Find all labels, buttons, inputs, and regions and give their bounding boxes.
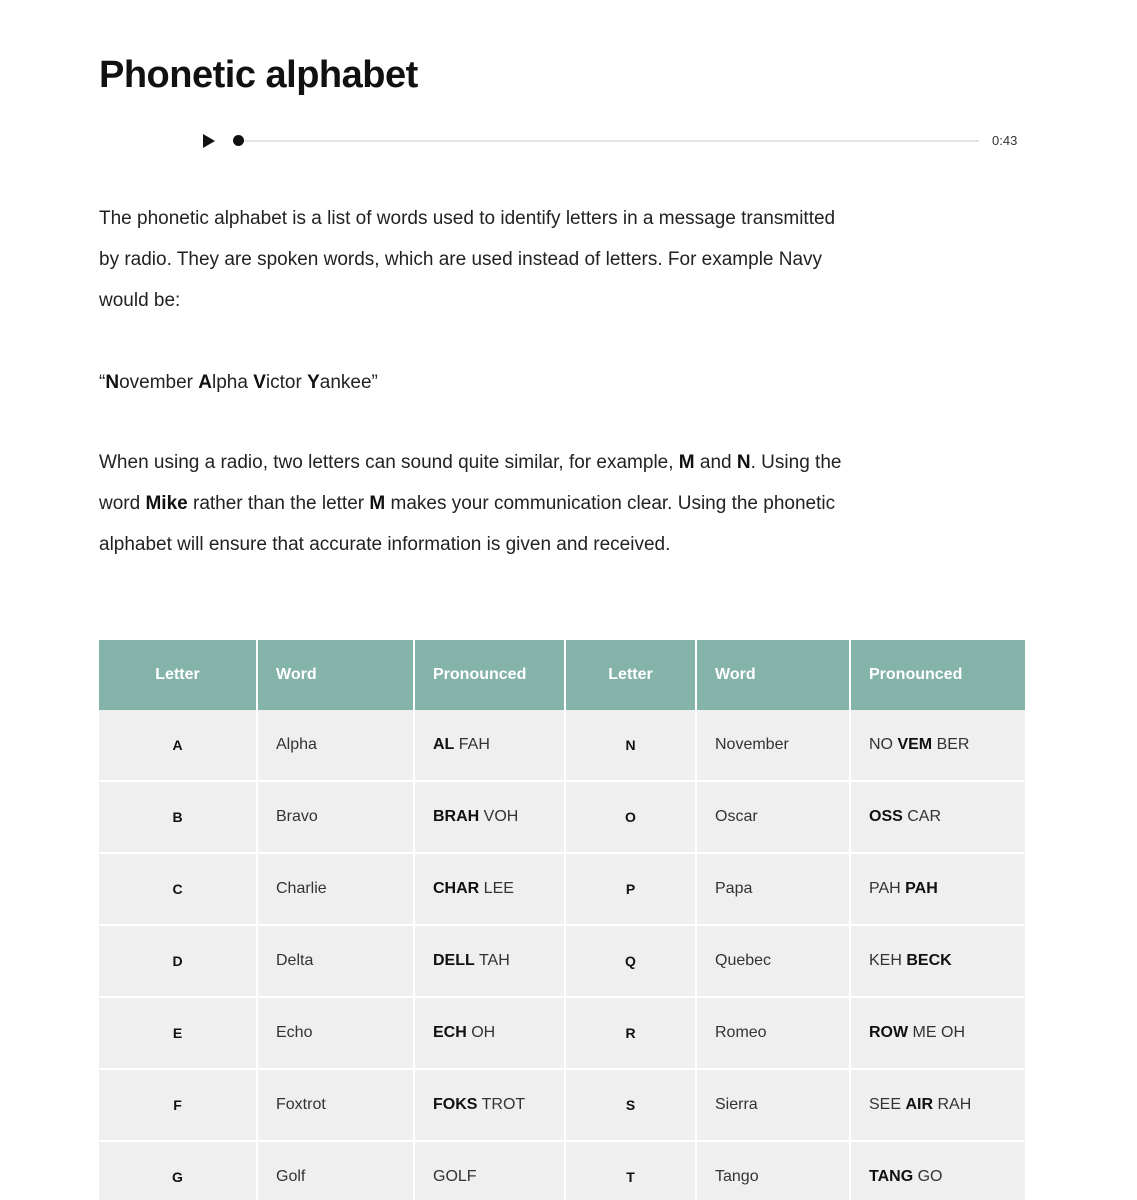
play-icon[interactable] xyxy=(203,134,215,148)
letter-cell: T xyxy=(565,1141,696,1200)
letter-cell: N xyxy=(565,710,696,781)
example-word-rest: ictor xyxy=(265,372,302,393)
explanation-text: makes your communication clear. Using the phonetic xyxy=(390,493,836,514)
explanation-bold: M xyxy=(678,452,695,473)
word-cell: Delta xyxy=(257,925,414,997)
explanation-bold: Mike xyxy=(145,493,188,514)
stressed-syllable: AL xyxy=(433,736,455,753)
column-header: Letter xyxy=(99,640,257,710)
pronounced-cell xyxy=(414,781,565,853)
letter-cell: Q xyxy=(565,925,696,997)
letter-cell: A xyxy=(99,710,257,781)
audio-player xyxy=(203,126,1033,156)
table-row xyxy=(99,853,1025,925)
syllable: ME OH xyxy=(908,1024,965,1041)
pronounced-cell xyxy=(414,710,565,781)
pronounced-cell xyxy=(414,925,565,997)
pronounced-cell xyxy=(850,853,1025,925)
stressed-syllable: ROW xyxy=(869,1024,909,1041)
intro-line-2: by radio. They are spoken words, which are used instead of letters. For example Navy xyxy=(99,249,823,270)
letter-cell: C xyxy=(99,853,257,925)
letter-cell: R xyxy=(565,997,696,1069)
syllable: SEE xyxy=(869,1096,906,1113)
syllable: KEH xyxy=(869,952,907,969)
explanation-text: and xyxy=(699,452,732,473)
table-row xyxy=(99,925,1025,997)
page-title: Phonetic alphabet xyxy=(99,54,418,96)
letter-cell: D xyxy=(99,925,257,997)
pronounced-cell xyxy=(414,1069,565,1141)
word-cell: Quebec xyxy=(696,925,850,997)
example-word-rest: lpha xyxy=(212,372,248,393)
stressed-syllable: PAH xyxy=(905,880,938,897)
example-initial: A xyxy=(198,372,212,393)
explanation-bold: N xyxy=(736,452,751,473)
column-header: Pronounced xyxy=(850,640,1025,710)
phonetic-table xyxy=(99,640,1025,1200)
word-cell: Charlie xyxy=(257,853,414,925)
intro-line-3: would be: xyxy=(99,290,181,311)
explanation-text: rather than the letter xyxy=(193,493,365,514)
word-cell: Tango xyxy=(696,1141,850,1200)
column-header: Word xyxy=(696,640,850,710)
syllable: FAH xyxy=(454,736,490,753)
column-header: Pronounced xyxy=(414,640,565,710)
example-initial: N xyxy=(105,372,120,393)
pronounced-cell xyxy=(850,997,1025,1069)
duration-label: 0:43 xyxy=(992,133,1018,148)
pronounced-cell xyxy=(850,925,1025,997)
open-quote: “ xyxy=(99,372,106,393)
intro-line-1: The phonetic alphabet is a list of words used to identify letters in a message transmitted xyxy=(99,208,836,229)
syllable: LEE xyxy=(479,880,514,897)
syllable: BER xyxy=(932,736,970,753)
word-cell: Golf xyxy=(257,1141,414,1200)
stressed-syllable: CHAR xyxy=(433,880,480,897)
stressed-syllable: AIR xyxy=(905,1096,934,1113)
intro-paragraph xyxy=(99,198,1025,321)
pronounced-cell xyxy=(850,781,1025,853)
explanation-text: . Using the xyxy=(750,452,842,473)
letter-cell: O xyxy=(565,781,696,853)
example-word-rest: ankee xyxy=(319,372,372,393)
syllable: CAR xyxy=(902,808,942,825)
word-cell: Sierra xyxy=(696,1069,850,1141)
word-cell: Romeo xyxy=(696,997,850,1069)
example-initial: Y xyxy=(307,372,320,393)
stressed-syllable: DELL xyxy=(433,952,475,969)
explanation-text: When using a radio, two letters can sound quite similar, for example, xyxy=(99,452,674,473)
syllable: VOH xyxy=(479,808,519,825)
explanation-paragraph xyxy=(99,442,1025,565)
letter-cell: E xyxy=(99,997,257,1069)
table-row xyxy=(99,781,1025,853)
pronounced-cell xyxy=(414,997,565,1069)
stressed-syllable: BRAH xyxy=(433,808,480,825)
syllable: GOLF xyxy=(433,1168,477,1185)
word-cell: Foxtrot xyxy=(257,1069,414,1141)
table-header-row xyxy=(99,640,1025,710)
table-row xyxy=(99,710,1025,781)
pronounced-cell xyxy=(850,1141,1025,1200)
close-quote: ” xyxy=(371,372,378,393)
stressed-syllable: FOKS xyxy=(433,1096,478,1113)
table-row xyxy=(99,1141,1025,1200)
stressed-syllable: VEM xyxy=(897,736,933,753)
column-header: Letter xyxy=(565,640,696,710)
explanation-text: word xyxy=(99,493,141,514)
stressed-syllable: ECH xyxy=(433,1024,467,1041)
table-row xyxy=(99,997,1025,1069)
letter-cell: G xyxy=(99,1141,257,1200)
seek-handle[interactable] xyxy=(233,135,244,146)
letter-cell: F xyxy=(99,1069,257,1141)
syllable: TAH xyxy=(474,952,510,969)
pronounced-cell xyxy=(850,710,1025,781)
example-initial: V xyxy=(253,372,266,393)
example-quote xyxy=(99,362,1025,403)
stressed-syllable: TANG xyxy=(869,1168,914,1185)
syllable: PAH xyxy=(869,880,906,897)
table-row xyxy=(99,1069,1025,1141)
explanation-bold: M xyxy=(369,493,386,514)
example-word-rest: ovember xyxy=(119,372,193,393)
syllable: TROT xyxy=(477,1096,526,1113)
syllable: OH xyxy=(466,1024,496,1041)
word-cell: November xyxy=(696,710,850,781)
explanation-text: alphabet will ensure that accurate information is given and received. xyxy=(99,534,671,555)
stressed-syllable: OSS xyxy=(869,808,903,825)
syllable: NO xyxy=(869,736,898,753)
word-cell: Bravo xyxy=(257,781,414,853)
word-cell: Oscar xyxy=(696,781,850,853)
letter-cell: P xyxy=(565,853,696,925)
syllable: GO xyxy=(913,1168,943,1185)
word-cell: Echo xyxy=(257,997,414,1069)
syllable: RAH xyxy=(933,1096,972,1113)
stressed-syllable: BECK xyxy=(906,952,952,969)
letter-cell: B xyxy=(99,781,257,853)
letter-cell: S xyxy=(565,1069,696,1141)
word-cell: Alpha xyxy=(257,710,414,781)
word-cell: Papa xyxy=(696,853,850,925)
pronounced-cell xyxy=(414,1141,565,1200)
column-header: Word xyxy=(257,640,414,710)
pronounced-cell xyxy=(850,1069,1025,1141)
pronounced-cell xyxy=(414,853,565,925)
seek-bar[interactable] xyxy=(239,140,979,142)
